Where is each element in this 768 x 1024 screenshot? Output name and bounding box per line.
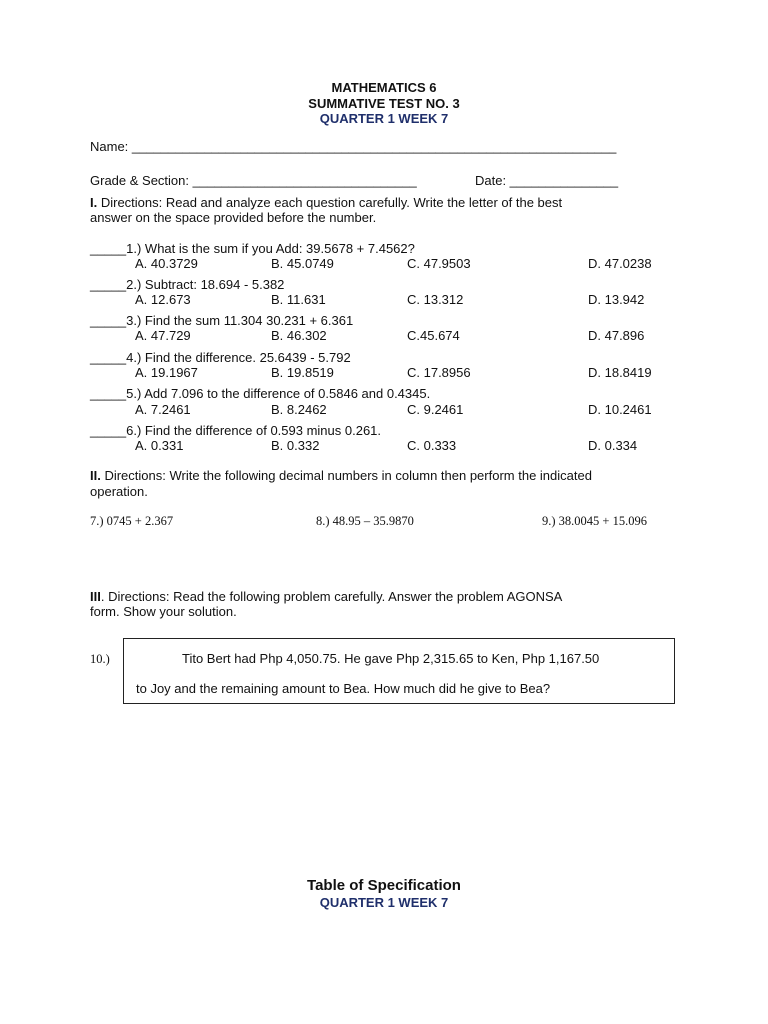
- question-3-option-b: B. 46.302: [271, 328, 327, 343]
- question-4-option-d: D. 18.8419: [588, 365, 652, 380]
- part2-item-8: 8.) 48.95 – 35.9870: [316, 514, 414, 528]
- part2-directions-text: Directions: Write the following decimal numbers in column then perform the indicated: [100, 468, 592, 483]
- question-6-option-b: B. 0.332: [271, 438, 320, 453]
- question-3-option-c: C.45.674: [407, 328, 460, 343]
- question-1-stem[interactable]: _____1.) What is the sum if you Add: 39.5678 + 7.4562?: [90, 241, 415, 256]
- quarter-label: QUARTER 1 WEEK 7: [319, 111, 449, 126]
- grade-section-field[interactable]: Grade & Section: _______________________________: [90, 173, 417, 188]
- question-1-option-b: B. 45.0749: [271, 256, 334, 271]
- part1-directions: [90, 195, 562, 210]
- question-1-option-a: A. 40.3729: [135, 256, 198, 271]
- question-4-stem[interactable]: _____4.) Find the difference. 25.6439 - 5.792: [90, 350, 351, 365]
- question-5-stem[interactable]: _____5.) Add 7.096 to the difference of 0.5846 and 0.4345.: [90, 386, 431, 401]
- part1-directions-line2: answer on the space provided before the number.: [90, 210, 377, 225]
- date-field[interactable]: Date: _______________: [475, 173, 619, 188]
- part3-directions: [90, 589, 562, 604]
- question-1-option-d: D. 47.0238: [588, 256, 652, 271]
- part2-item-7: 7.) 0745 + 2.367: [90, 514, 174, 528]
- part3-directions-line2: form. Show your solution.: [90, 604, 237, 619]
- question-2-option-d: D. 13.942: [588, 292, 645, 307]
- question-4-option-a: A. 19.1967: [135, 365, 198, 380]
- document-title: MATHEMATICS 6: [331, 80, 437, 95]
- part2-directions-line2: operation.: [90, 484, 148, 499]
- part2-item-9: 9.) 38.0045 + 15.096: [542, 514, 647, 528]
- question-3-option-d: D. 47.896: [588, 328, 645, 343]
- tos-title: Table of Specification: [307, 877, 461, 894]
- question-6-option-a: A. 0.331: [135, 438, 184, 453]
- question-6-stem[interactable]: _____6.) Find the difference of 0.593 minus 0.261.: [90, 423, 382, 438]
- question-4-option-b: B. 19.8519: [271, 365, 334, 380]
- question-2-option-c: C. 13.312: [407, 292, 464, 307]
- problem-line-2: to Joy and the remaining amount to Bea. How much did he give to Bea?: [136, 681, 551, 696]
- question-6-option-c: C. 0.333: [407, 438, 457, 453]
- question-5-option-c: C. 9.2461: [407, 402, 464, 417]
- part2-directions: [90, 468, 592, 483]
- problem-number: 10.): [90, 652, 110, 666]
- question-4-option-c: C. 17.8956: [407, 365, 471, 380]
- name-field[interactable]: Name: ___________________________________________________________________: [90, 139, 617, 154]
- question-2-stem[interactable]: _____2.) Subtract: 18.694 - 5.382: [90, 277, 285, 292]
- part1-directions-text: Directions: Read and analyze each question carefully. Write the letter of the best: [97, 195, 563, 210]
- question-2-option-b: B. 11.631: [271, 292, 326, 307]
- part2-roman: II.: [90, 468, 101, 483]
- question-3-option-a: A. 47.729: [135, 328, 191, 343]
- question-6-option-d: D. 0.334: [588, 438, 638, 453]
- tos-quarter-label: QUARTER 1 WEEK 7: [319, 895, 449, 910]
- document-subtitle: SUMMATIVE TEST NO. 3: [308, 96, 460, 111]
- question-1-option-c: C. 47.9503: [407, 256, 471, 271]
- part3-roman: III: [90, 589, 101, 604]
- part1-roman: I.: [90, 195, 98, 210]
- problem-line-1: Tito Bert had Php 4,050.75. He gave Php 2,315.65 to Ken, Php 1,167.50: [182, 651, 600, 666]
- question-2-option-a: A. 12.673: [135, 292, 191, 307]
- question-5-option-d: D. 10.2461: [588, 402, 652, 417]
- question-5-option-a: A. 7.2461: [135, 402, 191, 417]
- part3-directions-text: . Directions: Read the following problem carefully. Answer the problem AGONSA: [100, 589, 563, 604]
- question-5-option-b: B. 8.2462: [271, 402, 327, 417]
- question-3-stem[interactable]: _____3.) Find the sum 11.304 30.231 + 6.361: [90, 313, 354, 328]
